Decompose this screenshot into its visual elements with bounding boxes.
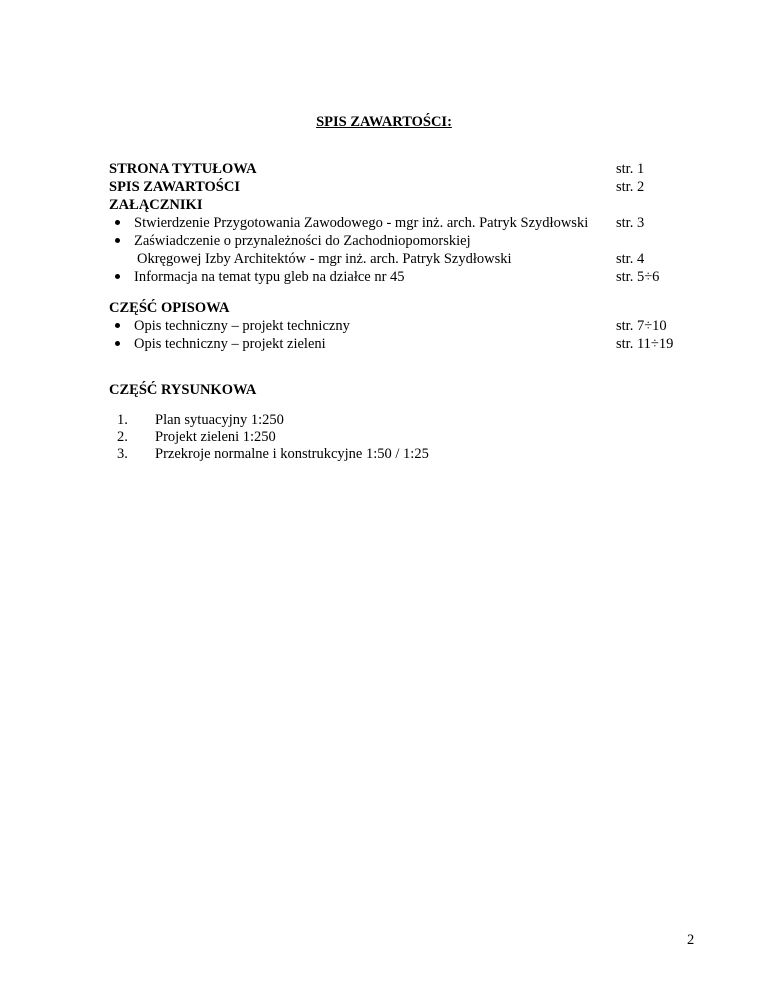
list-item (115, 317, 350, 335)
toc-czesc-rysunkowa-heading: CZĘŚĆ RYSUNKOWA (109, 382, 257, 398)
toc-page-ref: str. 1 (616, 161, 645, 177)
toc-strona-tytulowa: STRONA TYTUŁOWA (109, 161, 257, 177)
list-item-number: 2. (117, 429, 128, 445)
list-item-text: Projekt zieleni 1:250 (155, 429, 276, 445)
page-title: SPIS ZAWARTOŚCI: (316, 114, 452, 130)
list-item-text: Stwierdzenie Przygotowania Zawodowego - mgr inż. arch. Patryk Szydłowski (134, 215, 589, 231)
toc-zalaczniki-heading: ZAŁĄCZNIKI (109, 197, 203, 213)
toc-page-ref: str. 11÷19 (616, 336, 674, 352)
toc-page-ref: str. 2 (616, 179, 645, 195)
toc-spis-zawartosci: SPIS ZAWARTOŚCI (109, 179, 240, 195)
list-item-text: Opis techniczny – projekt techniczny (134, 318, 350, 334)
list-item (115, 335, 326, 353)
list-item-text: Zaświadczenie o przynależności do Zachodniopomorskiej (134, 233, 471, 249)
bullet-icon (115, 341, 120, 346)
bullet-icon (115, 238, 120, 243)
bullet-icon (115, 274, 120, 279)
toc-page-ref: str. 3 (616, 215, 645, 231)
toc-czesc-opisowa-heading: CZĘŚĆ OPISOWA (109, 300, 230, 316)
bullet-icon (115, 323, 120, 328)
list-item (115, 232, 471, 250)
toc-page-ref: str. 7÷10 (616, 318, 667, 334)
list-item (115, 214, 588, 232)
list-item-number: 1. (117, 412, 128, 428)
list-item-text-continued: Okręgowej Izby Architektów - mgr inż. arch. Patryk Szydłowski (137, 251, 512, 267)
list-item-text: Informacja na temat typu gleb na działce nr 45 (134, 269, 405, 285)
list-item-text: Opis techniczny – projekt zieleni (134, 336, 326, 352)
bullet-icon (115, 220, 120, 225)
list-item (115, 268, 405, 286)
list-item-text: Przekroje normalne i konstrukcyjne 1:50 / 1:25 (155, 446, 429, 462)
toc-page-ref: str. 4 (616, 251, 645, 267)
toc-page-ref: str. 5÷6 (616, 269, 660, 285)
page-number: 2 (687, 932, 695, 948)
list-item-text: Plan sytuacyjny 1:250 (155, 412, 284, 428)
list-item-number: 3. (117, 446, 128, 462)
